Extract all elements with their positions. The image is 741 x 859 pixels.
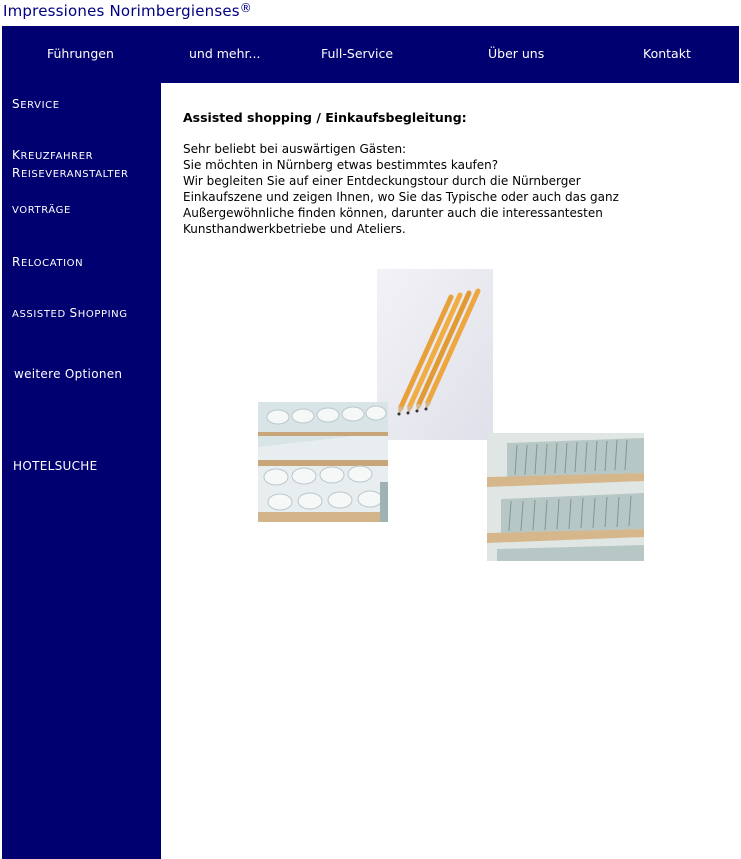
sidebar-item-relocation-cap: R bbox=[12, 255, 21, 269]
sidebar-item-shopping-cap: S bbox=[69, 306, 78, 320]
sidebar-item-service-cap: S bbox=[12, 97, 21, 111]
main-content bbox=[183, 110, 683, 237]
sidebar-item-weitere-optionen[interactable]: weitere Optionen bbox=[14, 367, 123, 381]
intro-paragraph bbox=[183, 141, 683, 237]
sidebar-item-shopping-label: HOPPING bbox=[77, 309, 128, 320]
sidebar-item-assisted-label: ASSISTED bbox=[12, 309, 70, 320]
sidebar-item-relocation-label: ELOCATION bbox=[20, 258, 84, 269]
intro-line: Außergewöhnliche finden können, darunter auch die interessantesten bbox=[183, 206, 603, 220]
site-title bbox=[3, 2, 252, 20]
sidebar-item-reiseveranstalter-cap: R bbox=[12, 166, 21, 180]
sidebar-item-kreuzfahrer[interactable] bbox=[12, 147, 129, 183]
sidebar bbox=[2, 83, 161, 859]
nav-full-service[interactable]: Full-Service bbox=[321, 46, 394, 61]
top-navigation bbox=[2, 26, 739, 83]
intro-line: Kunsthandwerkbetriebe und Ateliers. bbox=[183, 222, 406, 236]
nav-ueber-uns[interactable]: Über uns bbox=[488, 46, 545, 61]
pencils-photo bbox=[377, 269, 493, 440]
page-heading: Assisted shopping / Einkaufsbegleitung: bbox=[183, 110, 467, 125]
sidebar-item-hotelsuche[interactable]: HOTELSUCHE bbox=[13, 459, 98, 473]
sidebar-item-kreuzfahrer-label: REUZFAHRER bbox=[20, 151, 94, 162]
sidebar-item-vortraege[interactable] bbox=[12, 205, 71, 216]
registered-mark: ® bbox=[239, 1, 252, 15]
sidebar-item-service-label: ERVICE bbox=[20, 100, 60, 111]
sidebar-item-reiseveranstalter-label: EISEVERANSTALTER bbox=[20, 169, 129, 180]
sidebar-item-assisted-shopping[interactable] bbox=[12, 306, 128, 320]
shelves-photo bbox=[487, 433, 644, 561]
sidebar-item-relocation[interactable] bbox=[12, 255, 83, 269]
site-title-text: Impressiones Norimbergienses bbox=[3, 2, 240, 20]
nav-kontakt[interactable]: Kontakt bbox=[643, 46, 691, 61]
sidebar-item-kreuzfahrer-cap: K bbox=[12, 148, 21, 162]
sidebar-item-vortraege-label: VORTRÄGE bbox=[12, 205, 71, 216]
intro-line: Einkaufszene und zeigen Ihnen, wo Sie das Typische oder auch das ganz bbox=[183, 190, 619, 204]
intro-line: Sehr beliebt bei auswärtigen Gästen: bbox=[183, 142, 407, 156]
nav-und-mehr[interactable]: und mehr... bbox=[189, 46, 261, 61]
intro-line: Wir begleiten Sie auf einer Entdeckungstour durch die Nürnberger bbox=[183, 174, 581, 188]
intro-line: Sie möchten in Nürnberg etwas bestimmtes kaufen? bbox=[183, 158, 499, 172]
drawer-photo bbox=[258, 402, 388, 522]
sidebar-item-service[interactable] bbox=[12, 97, 60, 111]
nav-fuehrungen[interactable]: Führungen bbox=[47, 46, 114, 61]
